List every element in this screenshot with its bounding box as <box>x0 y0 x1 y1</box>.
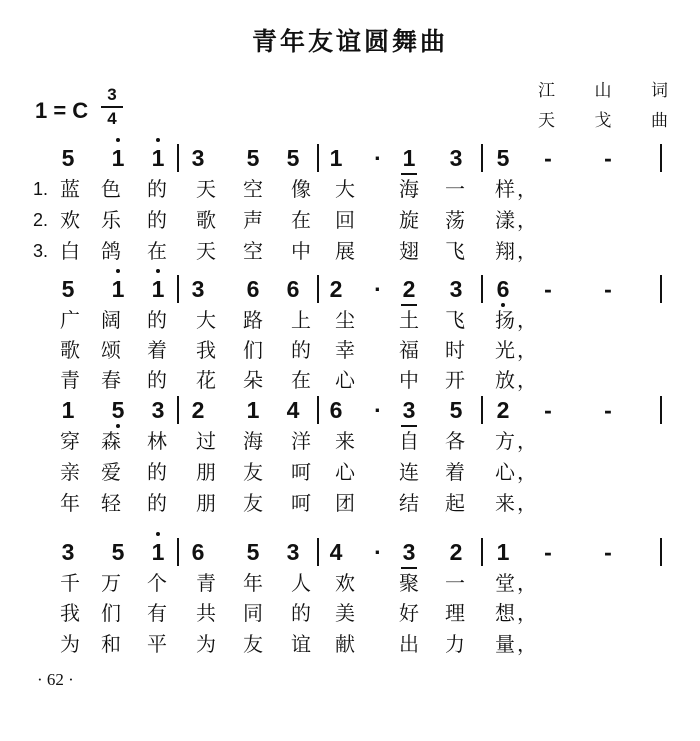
note <box>55 397 81 423</box>
lyric-char: 方 <box>495 429 515 453</box>
lyricist-credit <box>538 76 668 101</box>
lyric-char: 起 <box>445 491 465 515</box>
lyric-char: 中 <box>291 239 311 263</box>
lyric-char: 森 <box>101 429 121 453</box>
note-digit: 5 <box>496 145 510 171</box>
page-number: · 62 · <box>37 670 74 689</box>
note <box>443 539 469 565</box>
lyric-comma: ， <box>517 632 537 656</box>
lyric-char: 我 <box>196 338 216 362</box>
lyric-char: 花 <box>196 368 216 392</box>
lyric-char: 为 <box>196 632 216 656</box>
augmentation-dot-glyph: · <box>374 276 382 302</box>
lyric-char: 心 <box>335 368 355 392</box>
credit-char: 江 <box>538 81 555 101</box>
barline <box>317 538 319 566</box>
octave-dot-above <box>116 269 120 273</box>
lyric-comma: ， <box>517 368 537 392</box>
lyric-comma: ， <box>517 429 537 453</box>
time-signature-bar <box>101 106 123 108</box>
lyric-char: 样 <box>495 177 515 201</box>
note <box>396 539 422 565</box>
time-signature <box>101 86 123 128</box>
lyric-char: 声 <box>243 208 263 232</box>
sustain-dash-glyph: - <box>604 397 612 423</box>
octave-dot-above <box>116 138 120 142</box>
note-digit: 1 <box>402 145 416 171</box>
augmentation-dot <box>365 276 391 302</box>
note <box>240 145 266 171</box>
lyric-char: 欢 <box>335 571 355 595</box>
eighth-note-underline <box>401 304 417 306</box>
note-digit: 5 <box>449 397 463 423</box>
note-digit: 5 <box>246 145 260 171</box>
augmentation-dot-glyph: · <box>374 539 382 565</box>
lyric-char: 翔 <box>495 239 515 263</box>
lyric-char: 色 <box>101 177 121 201</box>
lyric-char: 年 <box>243 571 263 595</box>
note-digit: 5 <box>61 145 75 171</box>
lyric-char: 堂 <box>495 571 515 595</box>
credit-char: 戈 <box>594 111 612 131</box>
lyric-char: 大 <box>196 308 216 332</box>
note <box>240 276 266 302</box>
lyric-char: 结 <box>399 491 419 515</box>
lyric-char: 个 <box>147 571 167 595</box>
lyric-comma: ， <box>517 571 537 595</box>
sustain-dash-glyph: - <box>604 539 612 565</box>
lyric-char: 一 <box>445 177 465 201</box>
lyric-char: 欢 <box>60 208 80 232</box>
lyric-char: 洋 <box>291 429 311 453</box>
lyric-char: 开 <box>445 368 465 392</box>
note-digit: 1 <box>151 145 165 171</box>
lyric-char: 想 <box>495 601 515 625</box>
note-digit: 1 <box>329 145 343 171</box>
lyric-char: 扬 <box>495 308 515 332</box>
lyric-char: 亲 <box>60 460 80 484</box>
lyric-char: 和 <box>101 632 121 656</box>
lyric-char: 穿 <box>60 429 80 453</box>
lyric-char: 为 <box>60 632 80 656</box>
note-digit: 6 <box>286 276 300 302</box>
note <box>490 145 516 171</box>
lyric-char: 的 <box>147 368 167 392</box>
note <box>105 397 131 423</box>
note-digit: 5 <box>286 145 300 171</box>
lyric-char: 友 <box>243 491 263 515</box>
lyric-char: 谊 <box>291 632 311 656</box>
lyric-char: 尘 <box>335 308 355 332</box>
lyric-char: 的 <box>147 491 167 515</box>
note-digit: 1 <box>61 397 75 423</box>
lyric-char: 友 <box>243 460 263 484</box>
lyric-char: 有 <box>147 601 167 625</box>
note <box>280 539 306 565</box>
barline <box>481 275 483 303</box>
lyric-char: 漾 <box>495 208 515 232</box>
lyric-char: 理 <box>445 601 465 625</box>
lyric-char: 朵 <box>243 368 263 392</box>
lyric-char: 的 <box>147 460 167 484</box>
lyric-char: 青 <box>196 571 216 595</box>
lyric-char: 荡 <box>445 208 465 232</box>
lyric-char: 的 <box>147 177 167 201</box>
lyric-char: 福 <box>399 338 419 362</box>
lyric-char: 朋 <box>196 491 216 515</box>
note <box>323 145 349 171</box>
lyric-char: 们 <box>101 601 121 625</box>
lyric-comma: ， <box>517 491 537 515</box>
note <box>396 397 422 423</box>
note-digit: 2 <box>329 276 343 302</box>
sustain-dash <box>535 276 561 302</box>
barline <box>177 538 179 566</box>
note-digit: 1 <box>246 397 260 423</box>
lyric-char: 来 <box>495 491 515 515</box>
lyric-char: 过 <box>196 429 216 453</box>
credit-char: 曲 <box>651 111 668 131</box>
note <box>443 145 469 171</box>
barline <box>177 144 179 172</box>
note-digit: 1 <box>151 539 165 565</box>
lyric-comma: ， <box>517 177 537 201</box>
augmentation-dot <box>365 539 391 565</box>
octave-dot-above <box>156 269 160 273</box>
lyric-char: 好 <box>399 601 419 625</box>
lyric-char: 爱 <box>101 460 121 484</box>
lyric-char: 来 <box>335 429 355 453</box>
time-signature-top: 3 <box>107 85 117 104</box>
lyric-char: 天 <box>196 177 216 201</box>
lyric-char: 同 <box>243 601 263 625</box>
lyric-char: 的 <box>147 308 167 332</box>
lyric-char: 自 <box>399 429 419 453</box>
lyric-char: 空 <box>243 239 263 263</box>
note <box>280 145 306 171</box>
lyric-char: 青 <box>60 368 80 392</box>
note <box>280 397 306 423</box>
note <box>105 539 131 565</box>
lyric-char: 广 <box>60 308 80 332</box>
barline <box>317 396 319 424</box>
note-digit: 3 <box>449 145 463 171</box>
lyric-char: 心 <box>335 460 355 484</box>
lyric-char: 翅 <box>399 239 419 263</box>
lyric-char: 共 <box>196 601 216 625</box>
note-digit: 2 <box>496 397 510 423</box>
composer-credit <box>538 106 668 131</box>
note <box>323 539 349 565</box>
eighth-note-underline <box>401 425 417 427</box>
note-digit: 3 <box>402 539 416 565</box>
augmentation-dot <box>365 145 391 171</box>
lyric-char: 着 <box>147 338 167 362</box>
sustain-dash <box>535 145 561 171</box>
note-digit: 4 <box>286 397 300 423</box>
lyric-char: 放 <box>495 368 515 392</box>
note-digit: 5 <box>111 539 125 565</box>
lyric-char: 献 <box>335 632 355 656</box>
note-digit: 1 <box>496 539 510 565</box>
lyric-char: 友 <box>243 632 263 656</box>
lyric-char: 连 <box>399 460 419 484</box>
lyric-char: 林 <box>147 429 167 453</box>
note <box>443 397 469 423</box>
barline <box>317 144 319 172</box>
note-digit: 3 <box>151 397 165 423</box>
lyric-char: 各 <box>445 429 465 453</box>
lyric-char: 幸 <box>335 338 355 362</box>
lyric-char: 春 <box>101 368 121 392</box>
lyric-comma: ， <box>517 308 537 332</box>
lyric-char: 人 <box>291 571 311 595</box>
lyric-char: 的 <box>291 338 311 362</box>
lyric-char: 轻 <box>101 491 121 515</box>
sustain-dash <box>535 539 561 565</box>
lyric-char: 飞 <box>445 239 465 263</box>
credit-char: 天 <box>538 111 555 131</box>
note <box>55 145 81 171</box>
sustain-dash-glyph: - <box>544 397 552 423</box>
note <box>185 145 211 171</box>
augmentation-dot-glyph: · <box>374 397 382 423</box>
lyric-char: 呵 <box>291 460 311 484</box>
lyric-char: 一 <box>445 571 465 595</box>
lyric-char: 回 <box>335 208 355 232</box>
lyric-char: 在 <box>291 368 311 392</box>
lyric-char: 光 <box>495 338 515 362</box>
note <box>396 276 422 302</box>
lyric-char: 乐 <box>101 208 121 232</box>
note-digit: 6 <box>496 276 510 302</box>
key-signature: 1 = C <box>35 98 89 123</box>
note <box>240 397 266 423</box>
verse-number: 1. <box>33 179 49 199</box>
sustain-dash <box>595 276 621 302</box>
barline <box>177 275 179 303</box>
lyric-char: 聚 <box>399 571 419 595</box>
lyric-char: 万 <box>101 571 121 595</box>
note-digit: 5 <box>111 397 125 423</box>
barline <box>481 538 483 566</box>
eighth-note-underline <box>401 567 417 569</box>
barline <box>317 275 319 303</box>
lyric-comma: ， <box>517 208 537 232</box>
lyric-char: 土 <box>399 308 419 332</box>
lyric-char: 千 <box>60 571 80 595</box>
lyric-char: 空 <box>243 177 263 201</box>
note-digit: 4 <box>329 539 343 565</box>
credit-char: 词 <box>651 81 668 101</box>
note <box>185 397 211 423</box>
song-title: 青年友谊圆舞曲 <box>251 27 448 56</box>
lyric-char: 心 <box>495 460 515 484</box>
note-digit: 5 <box>246 539 260 565</box>
lyric-char: 大 <box>335 177 355 201</box>
lyric-char: 白 <box>60 239 80 263</box>
lyric-char: 团 <box>335 491 355 515</box>
barline <box>660 144 662 172</box>
sustain-dash <box>595 397 621 423</box>
note <box>240 539 266 565</box>
sustain-dash-glyph: - <box>544 145 552 171</box>
lyric-char: 在 <box>291 208 311 232</box>
lyric-char: 美 <box>335 601 355 625</box>
note-digit: 3 <box>402 397 416 423</box>
lyric-char: 在 <box>147 239 167 263</box>
octave-dot-above <box>156 138 160 142</box>
note-digit: 3 <box>61 539 75 565</box>
barline <box>481 396 483 424</box>
note-digit: 1 <box>111 276 125 302</box>
lyric-char: 时 <box>445 338 465 362</box>
lyric-char: 海 <box>243 429 263 453</box>
lyric-char: 飞 <box>445 308 465 332</box>
augmentation-dot <box>365 397 391 423</box>
lyric-comma: ， <box>517 338 537 362</box>
lyric-char: 出 <box>399 632 419 656</box>
lyric-char: 着 <box>445 460 465 484</box>
note <box>145 276 171 302</box>
sustain-dash-glyph: - <box>544 539 552 565</box>
augmentation-dot-glyph: · <box>374 145 382 171</box>
note-digit: 6 <box>246 276 260 302</box>
sustain-dash-glyph: - <box>604 145 612 171</box>
sustain-dash <box>595 539 621 565</box>
lyric-char: 蓝 <box>60 177 80 201</box>
note <box>145 145 171 171</box>
lyric-char: 平 <box>147 632 167 656</box>
lyric-comma: ， <box>517 239 537 263</box>
note-digit: 3 <box>191 145 205 171</box>
lyric-comma: ， <box>517 460 537 484</box>
lyric-char: 阔 <box>101 308 121 332</box>
lyric-char: 年 <box>60 491 80 515</box>
barline <box>481 144 483 172</box>
note <box>105 276 131 302</box>
lyric-char: 的 <box>291 601 311 625</box>
lyric-char: 旋 <box>399 208 419 232</box>
note <box>323 397 349 423</box>
lyric-char: 中 <box>399 368 419 392</box>
lyric-char: 歌 <box>196 208 216 232</box>
note-digit: 1 <box>151 276 165 302</box>
lyric-char: 呵 <box>291 491 311 515</box>
lyric-char: 的 <box>147 208 167 232</box>
note <box>490 539 516 565</box>
lyric-char: 我 <box>60 601 80 625</box>
note <box>55 539 81 565</box>
note <box>280 276 306 302</box>
note-digit: 5 <box>61 276 75 302</box>
verse-number: 2. <box>33 210 49 230</box>
credit-char: 山 <box>594 81 612 101</box>
note-digit: 6 <box>191 539 205 565</box>
note <box>490 397 516 423</box>
barline <box>660 538 662 566</box>
note-digit: 3 <box>286 539 300 565</box>
note-digit: 3 <box>191 276 205 302</box>
barline <box>177 396 179 424</box>
octave-dot-above <box>156 532 160 536</box>
note <box>396 145 422 171</box>
lyric-char: 力 <box>445 632 465 656</box>
lyric-char: 朋 <box>196 460 216 484</box>
lyric-char: 路 <box>243 308 263 332</box>
sustain-dash <box>595 145 621 171</box>
lyric-char: 天 <box>196 239 216 263</box>
lyric-char: 展 <box>335 239 355 263</box>
note-digit: 2 <box>191 397 205 423</box>
lyric-char: 像 <box>291 177 311 201</box>
sustain-dash-glyph: - <box>604 276 612 302</box>
lyric-char: 们 <box>243 338 263 362</box>
lyric-char: 海 <box>399 177 419 201</box>
lyric-char: 量 <box>495 632 515 656</box>
note-digit: 6 <box>329 397 343 423</box>
barline <box>660 396 662 424</box>
note-digit: 2 <box>402 276 416 302</box>
lyric-comma: ， <box>517 601 537 625</box>
note-digit: 1 <box>111 145 125 171</box>
barline <box>660 275 662 303</box>
lyric-char: 鸽 <box>101 239 121 263</box>
verse-number: 3. <box>33 241 49 261</box>
note-digit: 3 <box>449 276 463 302</box>
note <box>185 539 211 565</box>
sustain-dash <box>535 397 561 423</box>
eighth-note-underline <box>401 173 417 175</box>
note <box>145 397 171 423</box>
lyric-char: 颂 <box>101 338 121 362</box>
note <box>443 276 469 302</box>
note <box>145 539 171 565</box>
sustain-dash-glyph: - <box>544 276 552 302</box>
note <box>323 276 349 302</box>
note <box>55 276 81 302</box>
note <box>105 145 131 171</box>
note <box>490 276 516 302</box>
lyric-char: 上 <box>291 308 311 332</box>
note <box>185 276 211 302</box>
lyric-char: 歌 <box>60 338 80 362</box>
note-digit: 2 <box>449 539 463 565</box>
time-signature-bottom: 4 <box>107 109 117 128</box>
